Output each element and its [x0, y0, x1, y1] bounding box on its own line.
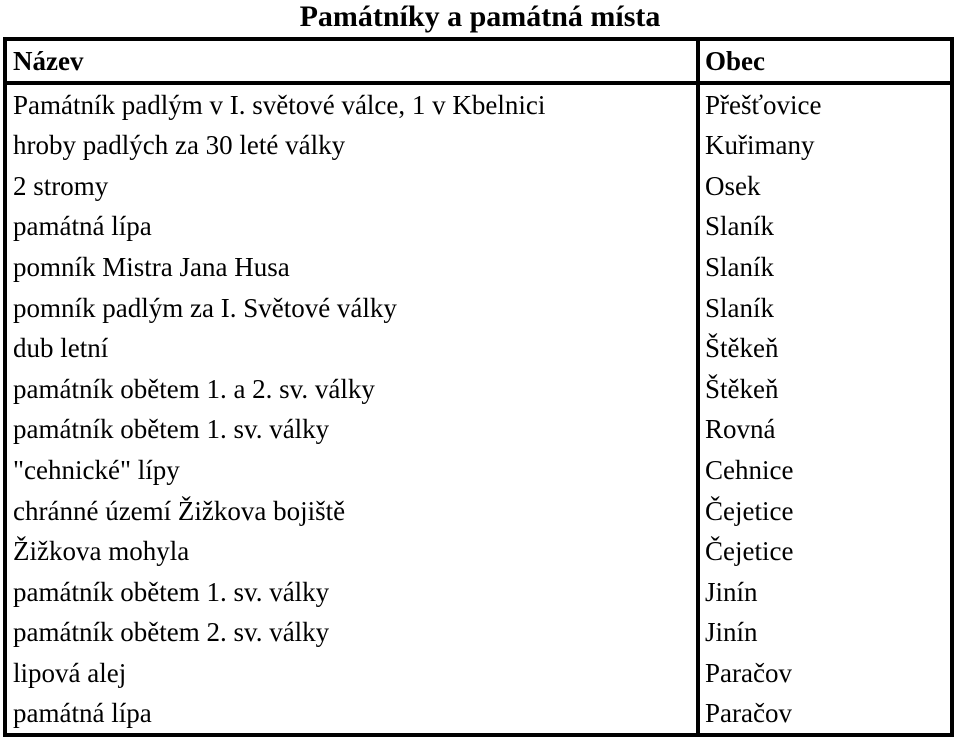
cell-obec: Jinín: [698, 572, 952, 613]
cell-name: "cehnické" lípy: [13, 455, 180, 486]
cell-name: památník obětem 1. a 2. sv. války: [13, 373, 375, 404]
table-row: [5, 369, 952, 410]
table-row: [5, 531, 952, 572]
cell-name: pomník Mistra Jana Husa: [13, 252, 290, 283]
cell-obec: Paračov: [698, 653, 952, 694]
table-row: [5, 125, 952, 166]
table-body: [5, 39, 952, 735]
cell-obec: Štěkeň: [698, 369, 952, 410]
table-row: [5, 450, 952, 491]
table-row: [5, 166, 952, 207]
cell-obec: Osek: [698, 166, 952, 207]
table-row: [5, 287, 952, 328]
cell-obec: Rovná: [698, 409, 952, 450]
cell-name: památná lípa: [13, 211, 152, 242]
column-header-obec: Obec: [698, 39, 952, 83]
cell-name: 2 stromy: [13, 170, 109, 201]
cell-obec: Slaník: [698, 247, 952, 288]
table-row: [5, 693, 952, 735]
cell-obec: Čejetice: [698, 490, 952, 531]
table-row: [5, 490, 952, 531]
table-header-row: [5, 39, 952, 83]
table-row: [5, 612, 952, 653]
column-header-name: Název: [5, 39, 698, 83]
cell-name: chránné území Žižkova bojiště: [13, 495, 346, 526]
cell-name: pomník padlým za I. Světové války: [13, 292, 397, 323]
page-title: Památníky a památná místa: [299, 0, 661, 33]
table-row: [5, 83, 952, 125]
cell-obec: Slaník: [698, 287, 952, 328]
table-row: [5, 247, 952, 288]
cell-obec: Přešťovice: [698, 83, 952, 125]
cell-name: hroby padlých za 30 leté války: [13, 130, 346, 161]
cell-name: památník obětem 1. sv. války: [13, 576, 330, 607]
cell-name: dub letní: [13, 333, 109, 364]
cell-name: památník obětem 2. sv. války: [13, 617, 330, 648]
table-row: [5, 409, 952, 450]
table-row: [5, 206, 952, 247]
cell-obec: Cehnice: [698, 450, 952, 491]
cell-obec: Kuřimany: [698, 125, 952, 166]
cell-name: památník obětem 1. sv. války: [13, 414, 330, 445]
cell-obec: Paračov: [698, 693, 952, 735]
cell-name: památná lípa: [13, 698, 152, 729]
monuments-table: [3, 37, 954, 737]
cell-obec: Jinín: [698, 612, 952, 653]
cell-obec: Slaník: [698, 206, 952, 247]
cell-obec: Štěkeň: [698, 328, 952, 369]
table-row: [5, 653, 952, 694]
cell-name: lipová alej: [13, 658, 127, 689]
cell-name: Památník padlým v I. světové válce, 1 v Kbelnici: [13, 90, 546, 120]
table-row: [5, 572, 952, 613]
cell-name: Žižkova mohyla: [13, 536, 190, 567]
cell-obec: Čejetice: [698, 531, 952, 572]
table-row: [5, 328, 952, 369]
